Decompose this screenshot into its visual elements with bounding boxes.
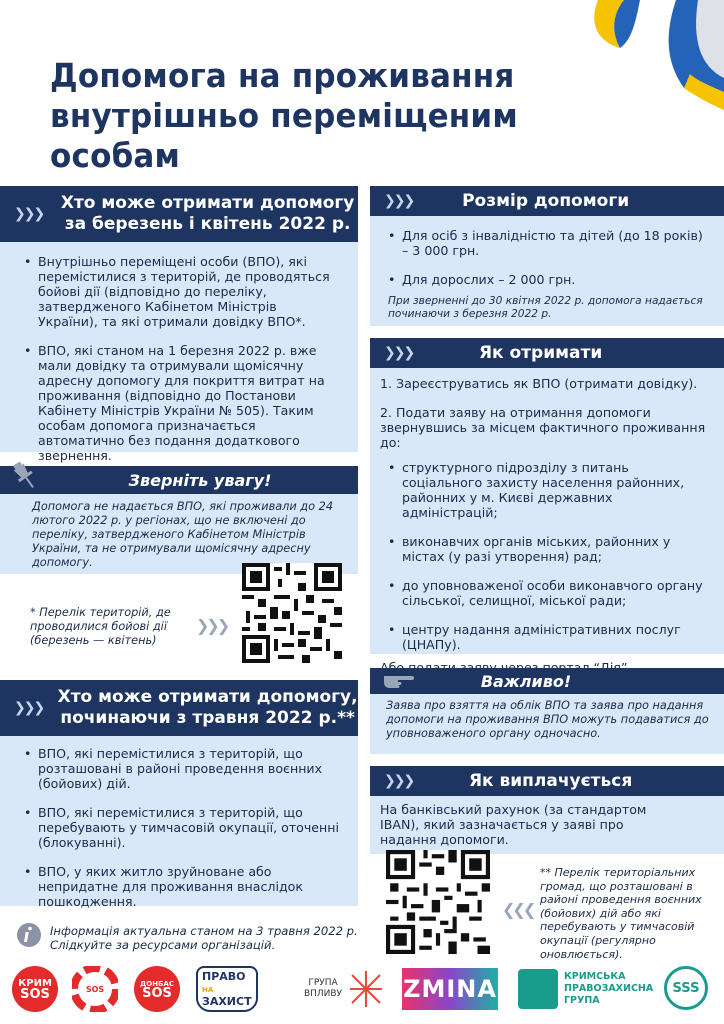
list-item: • ВПО, які станом на 1 березня 2022 р. вже мали довідку та отримували щомісячну адресну допомогу для покриття витрат на проживання (відповідно до Постанови Кабінету Міністрів України № 505). Таким особам допомога призначається автоматично без подання додаткового звернення.	[24, 343, 340, 463]
logo-grupa-vplyvu: ГРУПА ВПЛИВУ	[298, 966, 392, 1012]
logo-zmina: ZMINA	[402, 968, 498, 1010]
logo-pravo-na-zahyst: ПРАВО НА ЗАХИСТ	[196, 966, 258, 1012]
section-header-from-may: ❯❯❯ Хто може отримати допомогу, починаючи з травня 2022 р.**	[0, 680, 358, 736]
logo-sss: SSS	[664, 966, 708, 1010]
footnote-territories: * Перелік територій, де проводилися бойові дії (березень — квітень)	[30, 606, 171, 647]
list-item: • Внутрішньо переміщені особи (ВПО), які перемістилися з територій, де проводяться бойові дії (відповідно до переліку, затвердженого Кабінетом Міністрів України), та які отримали довідку ВПО*.	[24, 254, 340, 329]
list-item: • структурного підрозділу з питань соціального захисту населення районних, районних у м. Києві державних адміністрацій;	[388, 460, 712, 520]
list-item: • ВПО, у яких житло зруйноване або непридатне для проживання внаслідок пошкодження.	[24, 864, 340, 909]
attention-text: Допомога не надається ВПО, які проживали до 24 лютого 2022 р. у регіонах, що не включені до переліку, затвердженого Кабінетом Міністрів України, та не отримували щомісячну адресну допомогу.	[0, 494, 358, 574]
important-header: Важливо!	[370, 668, 724, 694]
list-item: • ВПО, які перемістилися з територій, що перебувають у тимчасовій окупації, оточенні (блокуванні).	[24, 805, 340, 850]
size-panel	[370, 216, 724, 326]
chevrons-right-icon: ❯❯❯	[196, 616, 228, 635]
list-item: • виконавчих органів міських, районних у містах (у разі утворення) рад;	[388, 534, 712, 564]
list-item: • ВПО, які перемістилися з територій, що розташовані в районі проведення воєнних (бойових) дій.	[24, 746, 340, 791]
step-1: 1. Зареєструватись як ВПО (отримати довідку).	[380, 376, 698, 391]
list-item: • Для дорослих – 2 000 грн.	[388, 272, 710, 287]
info-text: Інформація актуальна станом на 3 травня 2022 р. Слідкуйте за ресурсами організацій.	[50, 924, 358, 952]
chevrons-icon: ❯❯❯	[14, 206, 44, 222]
pushpin-icon	[8, 459, 42, 493]
qr-code-communities[interactable]	[386, 850, 490, 954]
logo-donbas-sos: ДОНБАС SOS	[134, 966, 180, 1012]
size-note: При зверненні до 30 квітня 2022 р. допомога надається починаючи з березня 2022 р.	[388, 295, 703, 320]
chevrons-icon: ❯❯❯	[384, 193, 414, 209]
chevrons-icon: ❯❯❯	[384, 773, 414, 789]
step-2: 2. Подати заяву на отримання допомоги звернувшись за місцем фактичного проживання до:	[380, 405, 706, 450]
payout-header: ❯❯❯ Як виплачується	[370, 766, 724, 796]
list-item: • до уповноваженої особи виконавчого органу сільської, селищної, міської ради;	[388, 578, 712, 608]
chevrons-icon: ❯❯❯	[14, 700, 44, 716]
chevrons-left-icon: ❮❮❮	[502, 900, 534, 919]
section-header-march-april: ❯❯❯ Хто може отримати допомогу за березень і квітень 2022 р.	[0, 186, 358, 242]
section-panel-from-may	[0, 736, 358, 909]
attention-header: Зверніть увагу!	[0, 466, 358, 494]
qr-code-territories[interactable]	[242, 563, 342, 663]
logo-vostok-sos: SOS	[72, 966, 118, 1012]
how-panel	[370, 368, 724, 654]
group-influence-arrows-icon	[346, 969, 386, 1009]
logo-krym-sos: КРИМ SOS	[12, 966, 58, 1012]
important-text: Заява про взяття на облік ВПО та заява про надання допомоги на проживання ВПО можуть подаватися до уповноваженого органу одночасно.	[370, 694, 724, 754]
section-panel-march-april	[0, 242, 358, 463]
list-item: • центру надання адміністративних послуг (ЦНАПу).	[388, 622, 712, 652]
payout-panel: На банківський рахунок (за стандартом IBAN), який зазначається у заяві про надання допомоги.	[370, 796, 724, 854]
footnote-communities: ** Перелік територіальних громад, що розташовані в районі проведення воєнних (бойових) дій або які перебувають у тимчасовій окупації (регулярно оновлюється).	[540, 866, 702, 961]
list-item: • Для осіб з інвалідністю та дітей (до 18 років) – 3 000 грн.	[388, 228, 710, 258]
info-icon	[16, 922, 42, 948]
size-header: ❯❯❯ Розмір допомоги	[370, 186, 724, 216]
logo-crimean-human-rights-group: КРИМСЬКА ПРАВОЗАХИСНА ГРУПА	[518, 966, 658, 1012]
pointing-hand-icon	[382, 670, 418, 692]
chevrons-icon: ❯❯❯	[384, 345, 414, 361]
page-title: Допомога на проживання внутрішньо переміщеним особам	[50, 56, 518, 175]
how-header: ❯❯❯ Як отримати	[370, 338, 724, 368]
